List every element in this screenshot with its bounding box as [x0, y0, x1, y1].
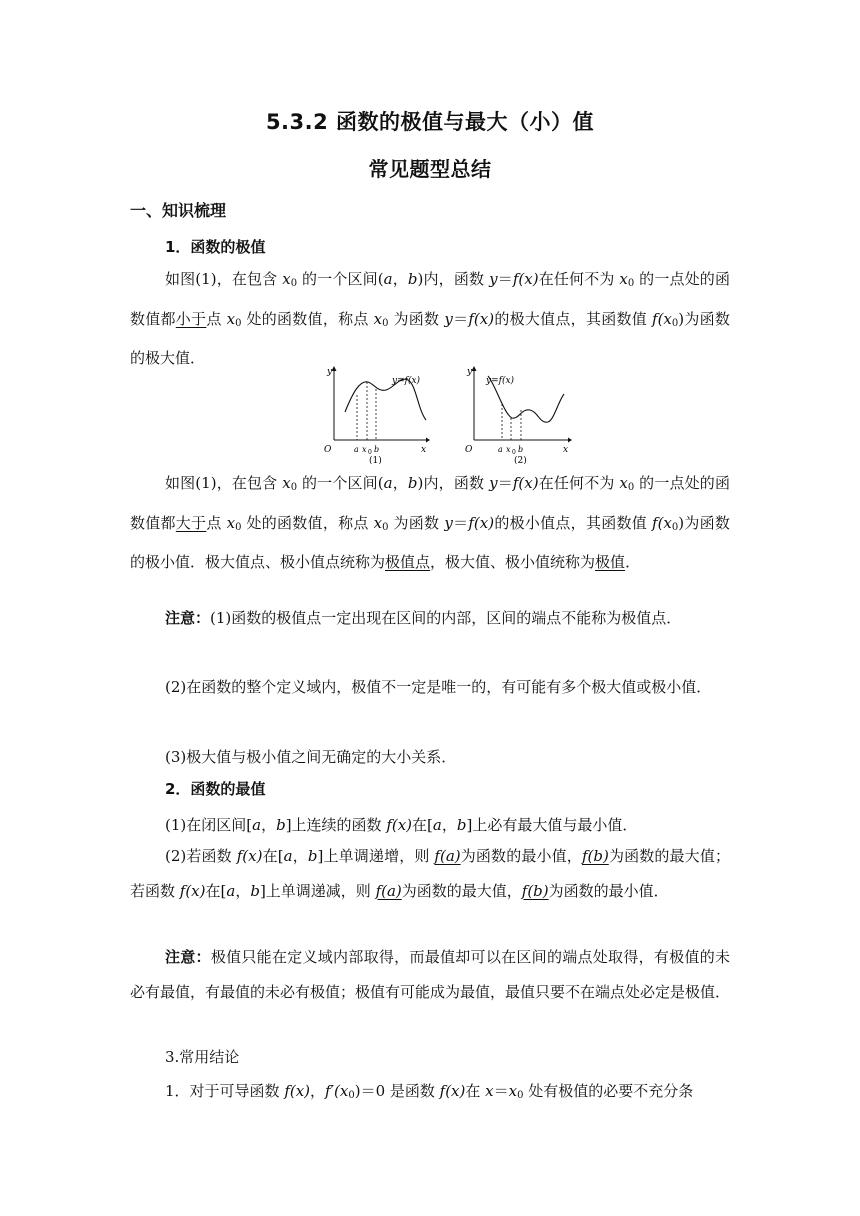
curve-label: y=f(x) — [392, 376, 421, 386]
origin-label: O — [324, 445, 332, 455]
page-title: 5.3.2 函数的极值与最大（小）值 — [265, 110, 595, 134]
maxmin-rule-2: (2)若函数 f(x)在[a，b]上单调递增，则 f(a)为函数的最小值，f(b)为函数的最大值；若函数 f(x)在[a，b]上单调递减，则 f(a)为函数的最大值，f(b)为函数的最小值． — [130, 847, 730, 900]
y-axis-label: y — [327, 367, 333, 377]
svg-text:0: 0 — [512, 449, 516, 456]
figure-caption-2: (2) — [514, 456, 527, 464]
figure-maximum-graph — [318, 362, 430, 464]
maxmin-rule-1: (1)在闭区间[a，b]上连续的函数 f(x)在[a，b]上必有最大值与最小值． — [165, 816, 638, 834]
paragraph-minimum: 如图(1)，在包含 $x_0$ 的一个区间(a，b)内，函数 y＝f(x)在任何不为 $x_0$ 的一点处的函数值都大于点 $x_0$ 处的函数值，称点 $x_0$ 为函数 y＝f(x)的极小值点，其函数值 $f(x_0)$为函数的极小值．极大值点、极小值点统称为极值点，极大值、极小值统称为极值． — [130, 474, 730, 571]
heading-extremum: 1．函数的极值 — [165, 238, 266, 256]
heading-conclusions: 3.常用结论 — [165, 1048, 240, 1066]
svg-text:a: a — [498, 445, 503, 454]
svg-text:O: O — [465, 445, 473, 455]
svg-text:0: 0 — [368, 449, 372, 456]
svg-text:b: b — [374, 445, 380, 454]
note-extremum-2: (2)在函数的整个定义域内，极值不一定是唯一的，有可能有多个极大值或极小值． — [165, 678, 712, 696]
paragraph-maximum: 如图(1)，在包含 $x_0$ 的一个区间(a，b)内，函数 y＝f(x)在任何不为 $x_0$ 的一点处的函数值都小于点 $x_0$ 处的函数值，称点 $x_0$ 为函数 y＝f(x)的极大值点，其函数值 $f(x_0)$为函数的极大值． — [130, 270, 730, 367]
note-maxmin: 注意：极值只能在定义域内部取得，而最值却可以在区间的端点处取得，有极值的未必有最值，有最值的未必有极值；极值有可能成为最值，最值只要不在端点处必定是极值． — [130, 948, 731, 1001]
svg-text:a: a — [354, 445, 359, 454]
heading-maxmin: 2．函数的最值 — [165, 780, 266, 798]
underlined-term: 小于 — [175, 309, 207, 328]
svg-text:x: x — [506, 445, 511, 454]
conclusion-1: 1．对于可导函数 f(x)，$f'(x_0)=0$ 是函数 f(x)在 $x=x_0$ 处有极值的必要不充分条 — [165, 1082, 694, 1101]
svg-text:x: x — [563, 445, 569, 455]
note-extremum-3: (3)极大值与极小值之间无确定的大小关系． — [165, 748, 457, 766]
figure-caption-1: (1) — [369, 456, 382, 464]
svg-text:x: x — [362, 445, 367, 454]
figure-minimum-graph — [460, 362, 572, 464]
svg-text:b: b — [518, 445, 524, 454]
page-subtitle: 常见题型总结 — [368, 157, 492, 181]
svg-text:y=f(x): y=f(x) — [486, 376, 515, 386]
svg-text:y: y — [467, 367, 473, 377]
x-axis-label: x — [421, 445, 427, 455]
note-extremum: 注意：(1)函数的极值点一定出现在区间的内部，区间的端点不能称为极值点． — [165, 609, 682, 627]
section-heading: 一、知识梳理 — [130, 201, 227, 220]
